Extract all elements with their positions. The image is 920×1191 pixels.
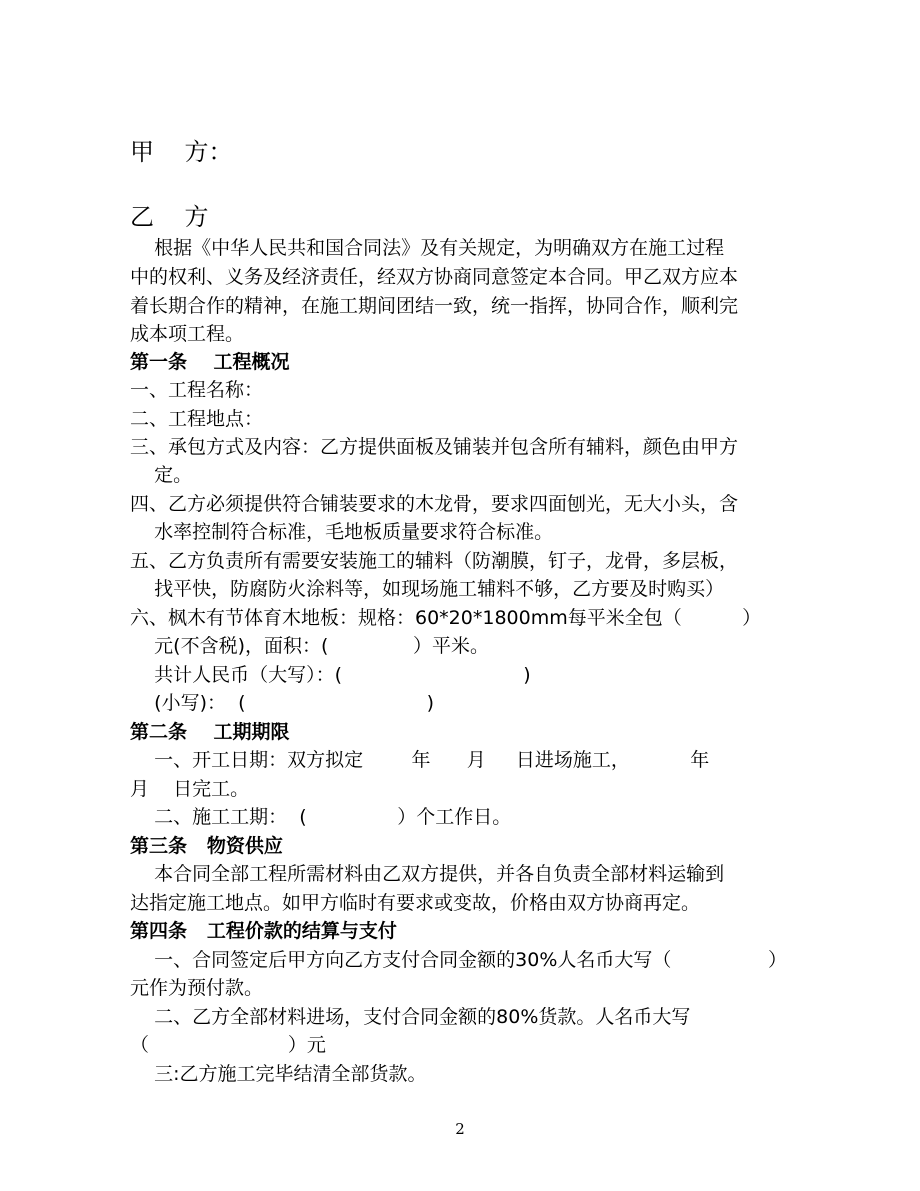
party-b-label: 乙 方 [130,203,209,231]
article-line: 元(不含税)，面积：( ）平米。 [130,635,489,657]
article-line: （ ）元 [130,1034,326,1056]
article-line: 月 日完工。 [130,778,250,800]
article-line: 水率控制符合标准，毛地板质量要求符合标准。 [130,521,554,543]
intro-line: 着长期合作的精神，在施工期间团结一致，统一指挥，协同合作，顺利完 [130,295,739,317]
article-line: 二、乙方全部材料进场，支付合同金额的80%货款。人名币大写 [130,1006,691,1028]
article-line: 一、合同签定后甲方向乙方支付合同金额的30%人名币大写（ ） [130,949,788,971]
article-line: 本合同全部工程所需材料由乙双方提供，并各自负责全部材料运输到 [130,863,725,885]
intro-line: 根据《中华人民共和国合同法》及有关规定，为明确双方在施工过程 [130,237,725,259]
article-line: 元作为预付款。 [130,977,264,999]
intro-line: 中的权利、义务及经济责任，经双方协商同意签定本合同。甲乙双方应本 [130,266,739,288]
article-line: 达指定施工地点。如甲方临时有要求或变故，价格由双方协商再定。 [130,892,701,914]
article-line: 找平快，防腐防火涂料等，如现场施工辅料不够，乙方要及时购买） [130,578,725,600]
party-a-label: 甲 方： [130,138,233,166]
article-line: (小写)： ( ) [130,692,435,714]
article-heading: 第四条 工程价款的结算与支付 [130,920,397,942]
article-line: 共计人民币（大写）：( ) [130,664,531,686]
article-line: 二、施工工期： ( ）个工作日。 [130,806,512,828]
article-line: 一、工程名称： [130,379,264,401]
intro-line: 成本项工程。 [130,323,245,345]
article-line: 三:乙方施工完毕结清全部货款。 [130,1063,427,1085]
page-number: 2 [455,1120,465,1138]
article-line: 四、乙方必须提供符合铺装要求的木龙骨，要求四面刨光，无大小头，含 [130,493,739,515]
article-line: 三、承包方式及内容：乙方提供面板及铺装并包含所有辅料，颜色由甲方 [130,436,739,458]
article-heading: 第三条 物资供应 [130,835,283,857]
article-heading: 第一条 工程概况 [130,351,290,373]
article-line: 六、枫木有节体育木地板：规格：60*20*1800mm每平米全包（ ） [130,607,762,629]
article-line: 五、乙方负责所有需要安装施工的辅料（防潮膜，钉子，龙骨，多层板， [130,550,739,572]
article-line: 一、开工日期：双方拟定 年 月 日进场施工， 年 [130,749,710,771]
article-line: 定。 [130,464,193,486]
article-heading: 第二条 工期期限 [130,721,290,743]
article-line: 二、工程地点： [130,408,264,430]
